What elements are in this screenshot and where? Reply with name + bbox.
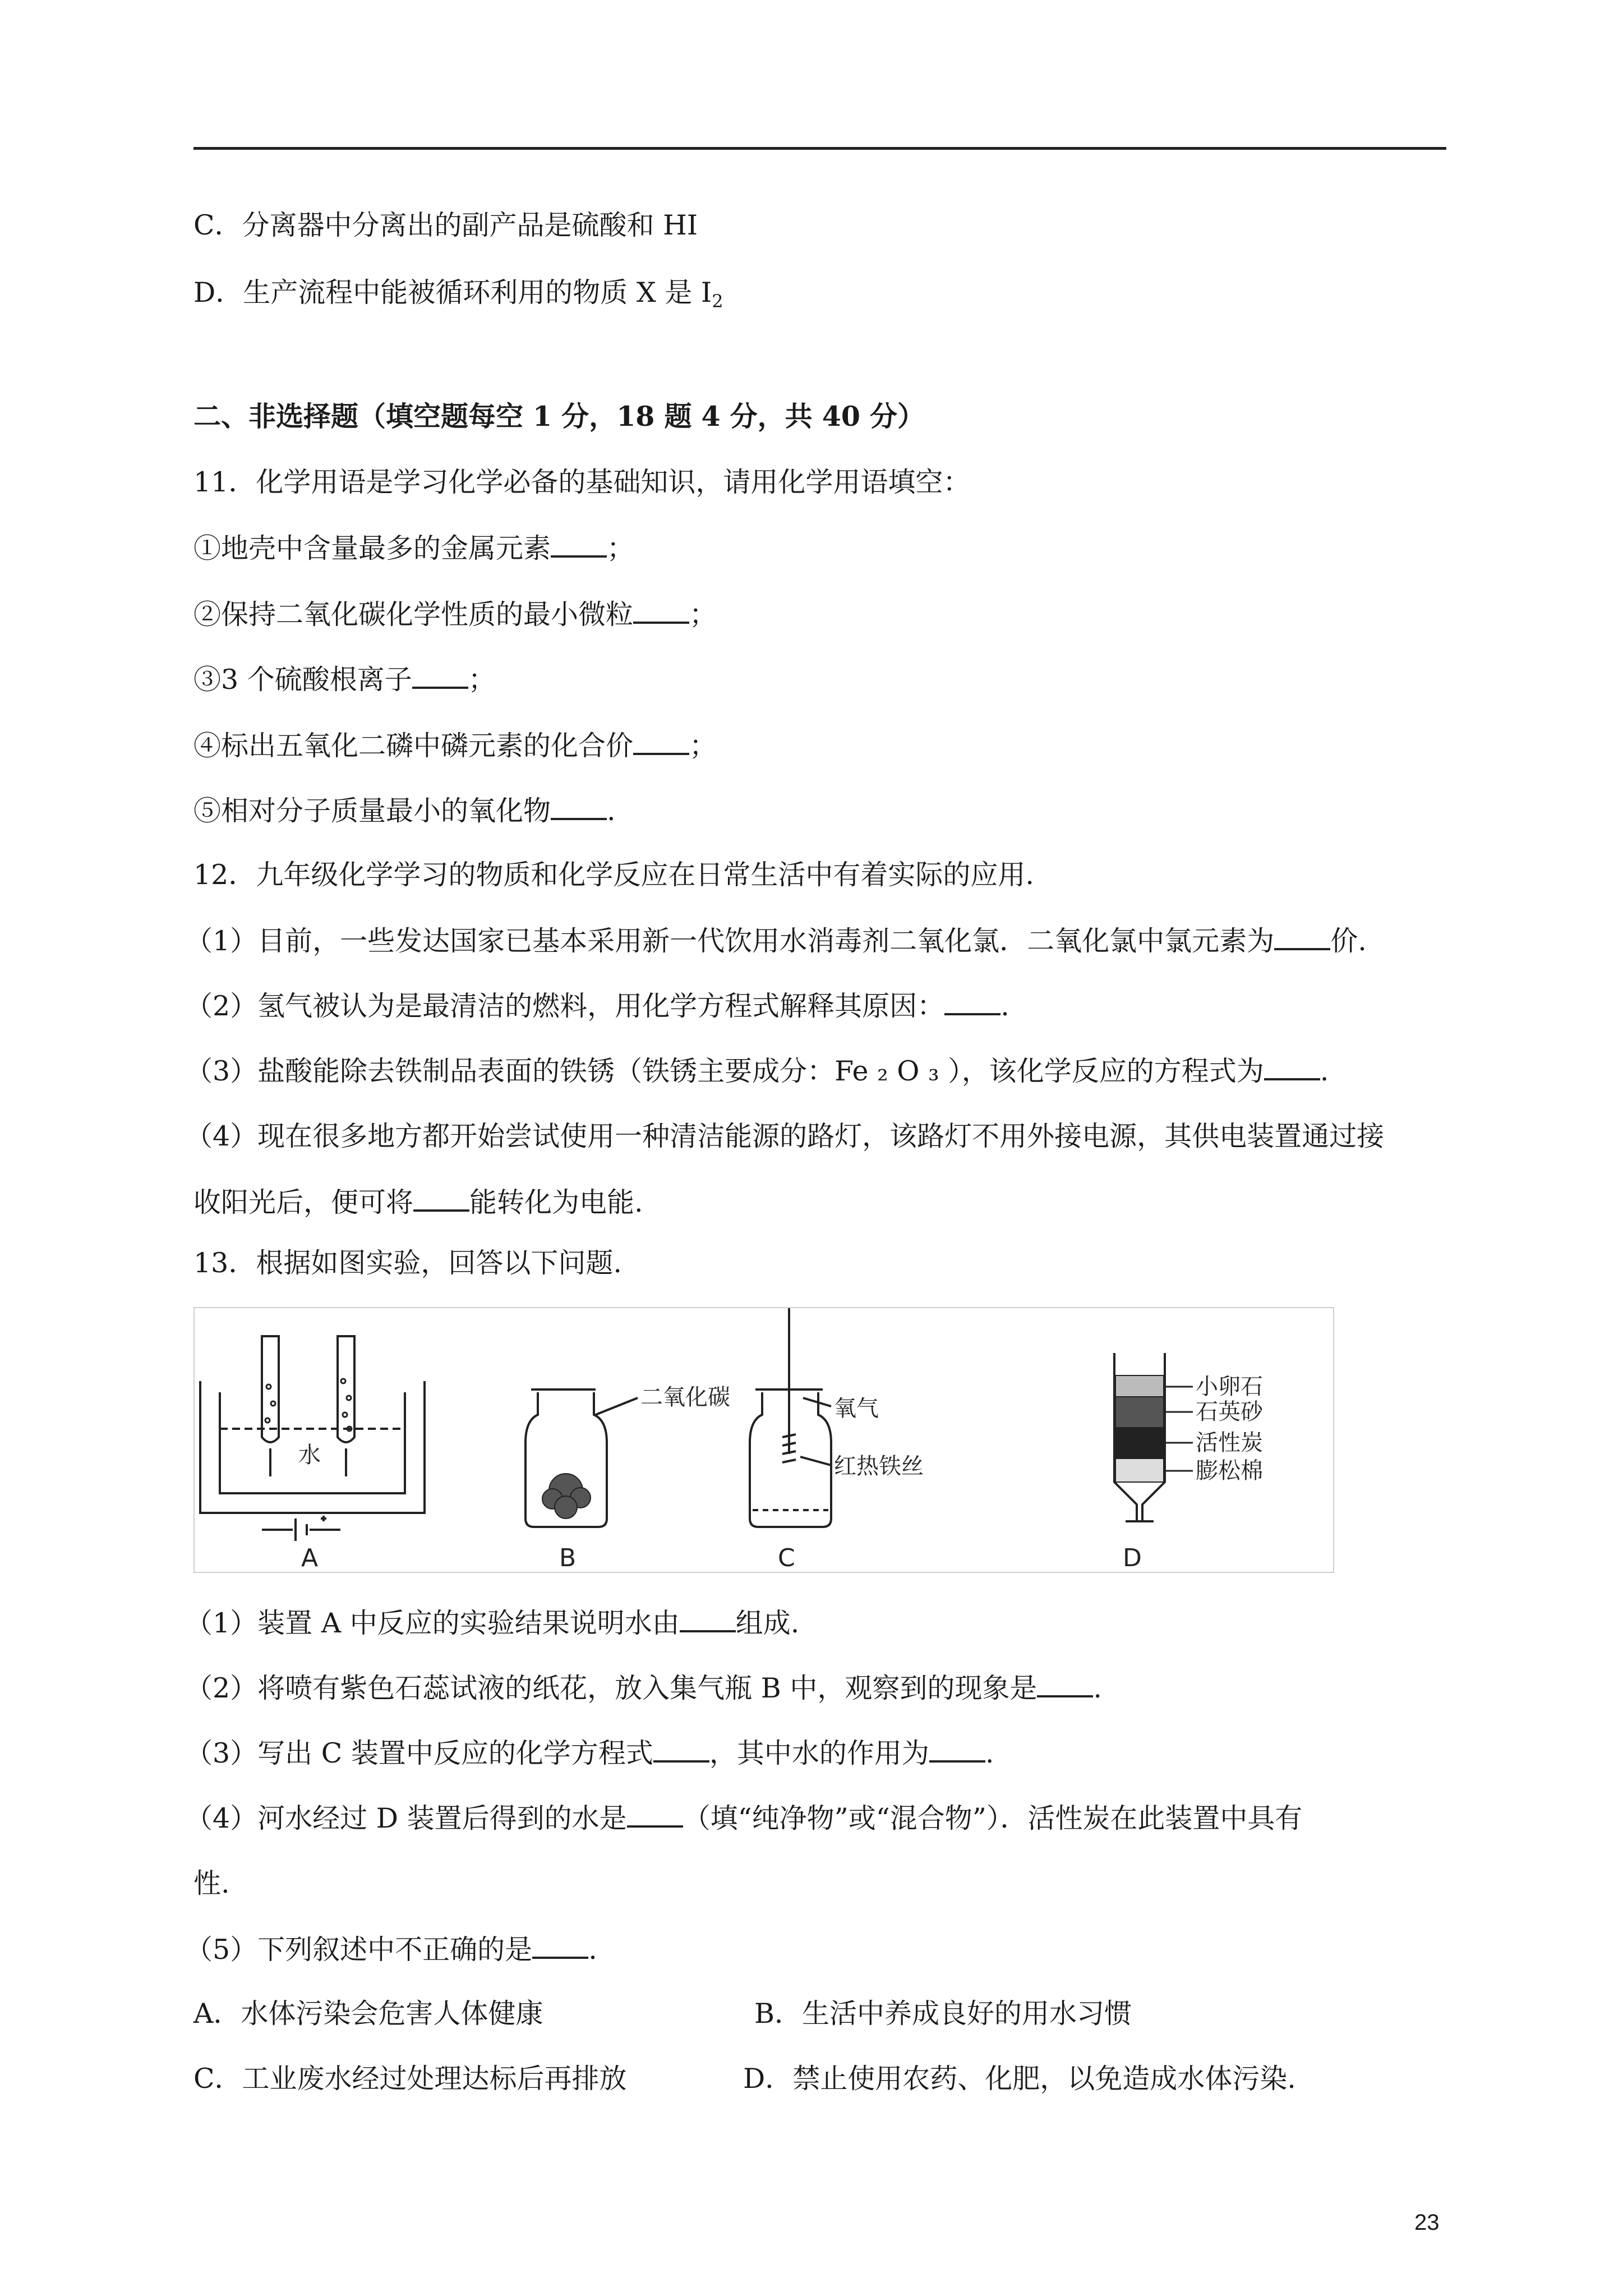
q11-item-1-end: ； [607, 532, 635, 564]
q12-part-3-end: . [1320, 1055, 1329, 1087]
q10-option-d-text: D．生产流程中能被循环利用的物质 X 是 I [193, 277, 712, 309]
q10-option-d [193, 276, 723, 318]
q13-part-3-mid: ，其中水的作用为 [709, 1737, 929, 1769]
q12-part-4-end: 能转化为电能. [469, 1186, 643, 1218]
q11-item-5-end: . [607, 795, 616, 827]
q11-item-2 [193, 597, 717, 632]
q13-stem: 13．根据如图实验，回答以下问题. [193, 1247, 622, 1279]
q11-item-2-end: ； [689, 599, 717, 631]
cotton-label: 膨松棉 [1196, 1458, 1263, 1484]
q11-item-3-end: ； [468, 664, 496, 696]
q13-part-4-end: （填“纯净物”或“混合物”）．活性炭在此装置中具有 [683, 1802, 1303, 1834]
q12-stem: 12．九年级化学学习的物质和化学反应在日常生活中有着实际的应用. [193, 859, 1034, 891]
quartz-layer [1115, 1397, 1164, 1428]
answer-blank[interactable] [680, 1605, 736, 1632]
q12-part-2-text: （2）氢气被认为是最清洁的燃料，用化学方程式解释其原因： [185, 990, 945, 1022]
page-number: 23 [1414, 2210, 1440, 2235]
q13-part-1 [185, 1605, 799, 1640]
q11-item-3-text: ③3 个硫酸根离子 [193, 664, 412, 696]
q13-part-2-text: （2）将喷有紫色石蕊试液的纸花，放入集气瓶 B 中，观察到的现象是 [185, 1672, 1038, 1704]
answer-blank[interactable] [633, 597, 689, 624]
q10-option-d-subscript: 2 [712, 291, 723, 312]
q12-part-2 [185, 988, 1009, 1023]
answer-blank[interactable] [929, 1736, 985, 1763]
answer-blank[interactable] [944, 988, 1000, 1015]
q13-part-4 [185, 1801, 1302, 1835]
q13-option-a: A．水体污染会危害人体健康 [193, 1998, 543, 2030]
q11-item-5-text: ⑤相对分子质量最小的氧化物 [193, 795, 551, 827]
apparatus-d-label: D [1123, 1544, 1142, 1572]
q13-part-1-end: 组成. [735, 1607, 800, 1639]
q11-item-4-end: ； [689, 730, 717, 762]
pebbles-label: 小卵石 [1196, 1374, 1263, 1400]
q11-stem: 11．化学用语是学习化学必备的基础知识，请用化学用语填空： [193, 466, 971, 498]
answer-blank[interactable] [1274, 923, 1330, 950]
quartz-sand-label: 石英砂 [1196, 1399, 1263, 1425]
iron-wire-label: 红热铁丝 [834, 1453, 924, 1479]
q12-part-4-line-2 [193, 1185, 643, 1220]
answer-blank[interactable] [412, 662, 468, 689]
q13-option-b: B．生活中养成良好的用水习惯 [754, 1998, 1132, 2030]
q13-part-2 [185, 1671, 1102, 1705]
q13-part-5 [185, 1932, 597, 1967]
q13-part-2-end: . [1093, 1672, 1102, 1704]
q12-part-1-end: 价. [1330, 925, 1367, 957]
battery [262, 1519, 340, 1541]
q13-part-5-text: （5）下列叙述中不正确的是 [185, 1934, 533, 1966]
co2-label: 二氧化碳 [640, 1384, 730, 1410]
answer-blank[interactable] [413, 1185, 469, 1212]
pointer-iron [800, 1457, 831, 1465]
answer-blank[interactable] [1264, 1053, 1320, 1080]
q12-part-3 [185, 1053, 1329, 1088]
answer-blank[interactable] [551, 531, 607, 558]
apparatus-c-label: C [778, 1544, 795, 1572]
activated-carbon-label: 活性炭 [1196, 1430, 1263, 1456]
q12-part-1 [185, 923, 1367, 958]
q11-item-5 [193, 793, 616, 828]
water-label: 水 [298, 1442, 321, 1468]
q13-part-3 [185, 1736, 994, 1770]
answer-blank[interactable] [532, 1932, 588, 1959]
experiment-figure-drawing [195, 1308, 1333, 1572]
q13-part-1-text: （1）装置 A 中反应的实验结果说明水由 [185, 1607, 680, 1639]
q11-item-1-text: ①地壳中含量最多的金属元素 [193, 532, 551, 564]
answer-blank[interactable] [653, 1736, 709, 1763]
paper-flower [542, 1474, 591, 1519]
q13-option-c: C．工业废水经过处理达标后再排放 [193, 2063, 627, 2095]
battery-plus [321, 1516, 326, 1521]
q11-item-4-text: ④标出五氧化二磷中磷元素的化合价 [193, 730, 634, 762]
q12-part-4-text: 收阳光后，便可将 [193, 1186, 414, 1218]
oxygen-label: 氧气 [834, 1396, 879, 1421]
q11-item-1 [193, 531, 634, 565]
cotton-layer [1115, 1458, 1164, 1482]
header-rule [193, 147, 1446, 150]
answer-blank[interactable] [551, 793, 607, 820]
pointer-b [596, 1398, 638, 1415]
q10-option-c: C．分离器中分离出的副产品是硫酸和 HI [193, 209, 698, 241]
apparatus-a [200, 1336, 425, 1541]
pebble-layer [1115, 1375, 1164, 1397]
q13-option-d: D．禁止使用农药、化肥，以免造成水体污染. [743, 2063, 1296, 2095]
q12-part-1-text: （1）目前，一些发达国家已基本采用新一代饮用水消毒剂二氧化氯．二氧化氯中氯元素为 [185, 925, 1275, 957]
q13-part-4-text: （4）河水经过 D 装置后得到的水是 [185, 1802, 627, 1834]
answer-blank[interactable] [633, 728, 689, 755]
apparatus-c [750, 1308, 831, 1527]
q13-part-5-end: . [588, 1934, 597, 1966]
q12-part-3-text: （3）盐酸能除去铁制品表面的铁锈（铁锈主要成分：Fe ₂ O ₃ ），该化学反应的方程式为 [185, 1055, 1264, 1087]
q11-item-2-text: ②保持二氧化碳化学性质的最小微粒 [193, 599, 634, 631]
answer-blank[interactable] [1037, 1671, 1093, 1697]
section2-heading: 二、非选择题（填空题每空 1 分，18 题 4 分，共 40 分） [193, 400, 925, 432]
q11-item-3 [193, 662, 496, 697]
q11-item-4 [193, 728, 717, 763]
q13-part-4-line-2: 性. [193, 1867, 230, 1899]
experiment-figure [193, 1307, 1334, 1573]
test-tube-right [338, 1336, 354, 1442]
filter-pointers [1165, 1387, 1193, 1471]
apparatus-b-label: B [559, 1544, 577, 1572]
answer-blank[interactable] [627, 1801, 683, 1828]
q12-part-2-end: . [1000, 990, 1009, 1022]
q13-part-3-text: （3）写出 C 装置中反应的化学方程式 [185, 1737, 653, 1769]
q12-part-4-line-1: （4）现在很多地方都开始尝试使用一种清洁能源的路灯，该路灯不用外接电源，其供电装置通过接 [185, 1120, 1385, 1152]
carbon-layer [1115, 1428, 1164, 1458]
apparatus-a-label: A [301, 1544, 319, 1572]
q13-part-3-end: . [985, 1737, 994, 1769]
